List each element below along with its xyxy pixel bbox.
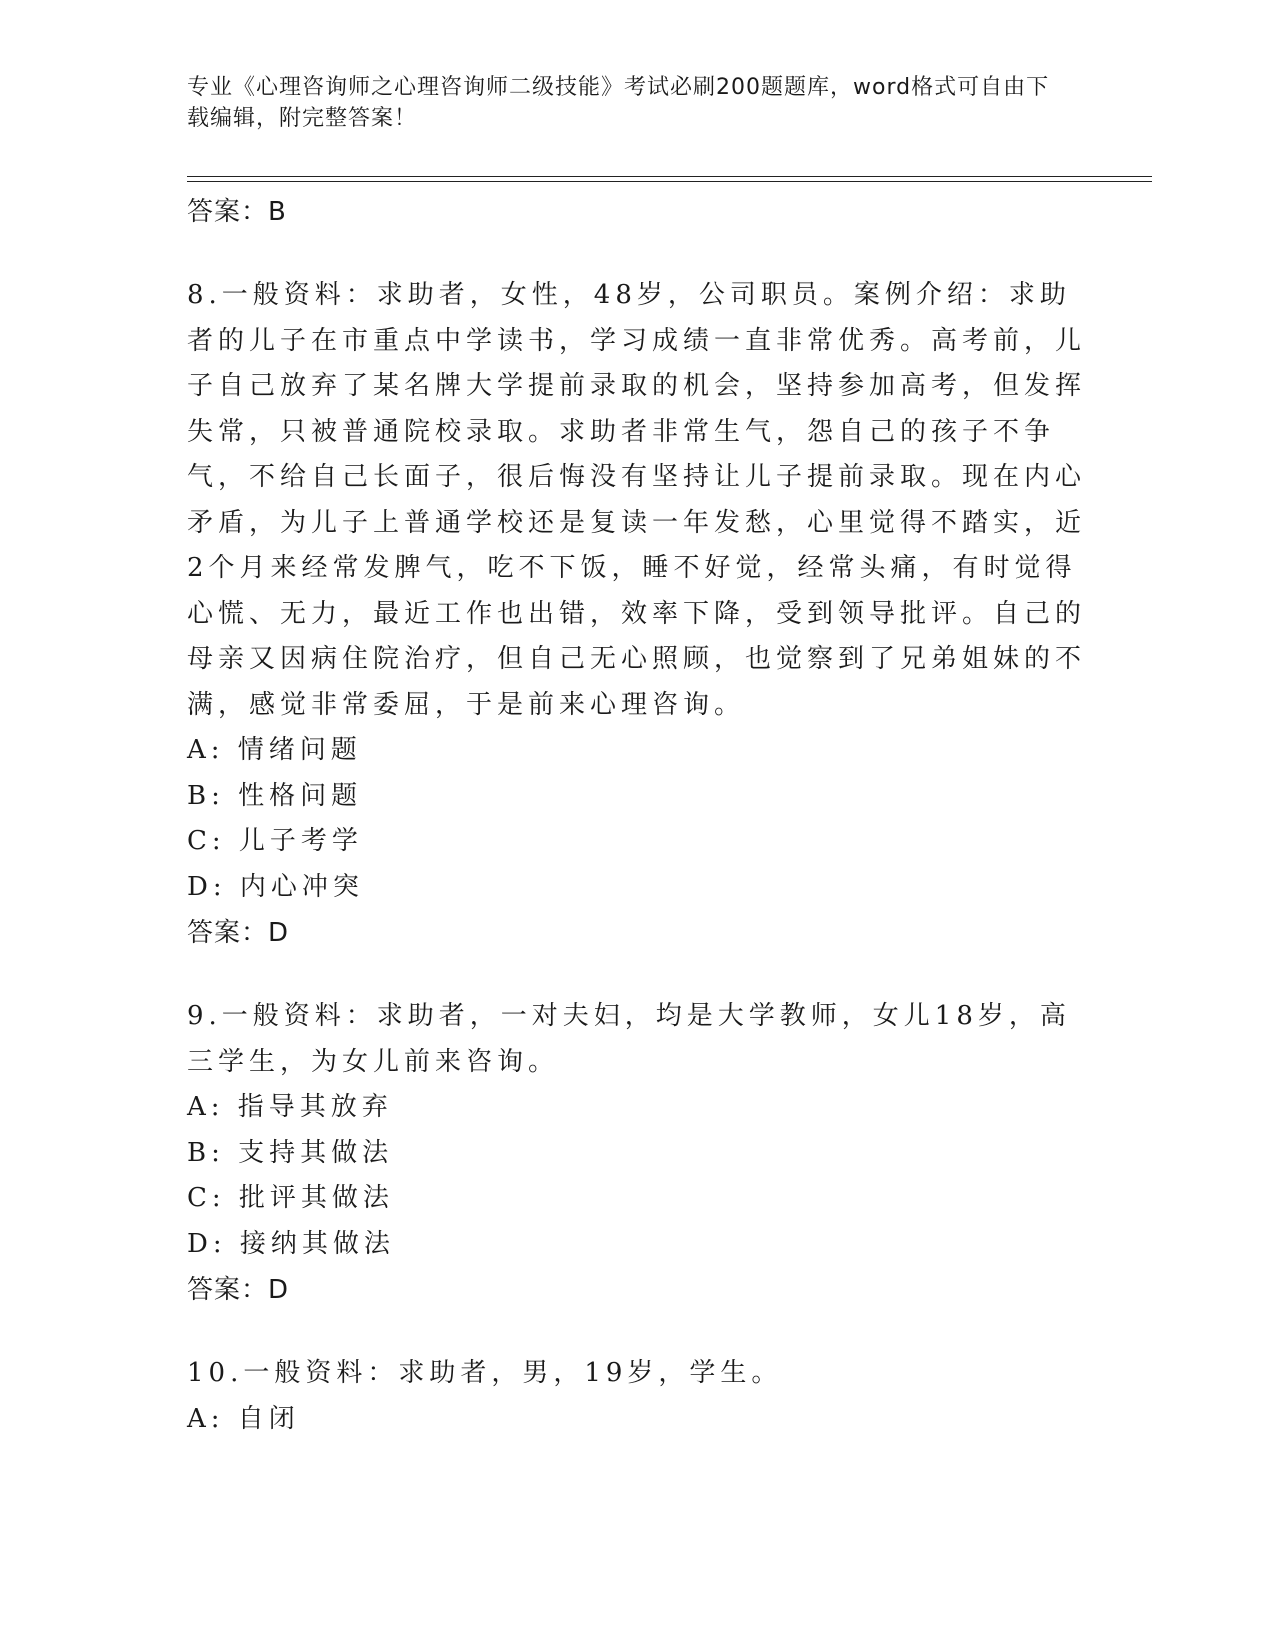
question-block-9: [187, 994, 1087, 1313]
answer-line: 答案：B: [187, 197, 287, 227]
header-rule-top: [187, 176, 1152, 177]
option-b: B: 性格问题: [187, 780, 363, 811]
option-c: C: 批评其做法: [187, 1183, 394, 1213]
option-b: B: 支持其做法: [187, 1137, 394, 1168]
option-c: C: 儿子考学: [187, 826, 363, 856]
document-body: [187, 189, 1087, 1442]
question-text: 8.一般资料：求助者，女性，48岁，公司职员。案例介绍：求助者的儿子在市重点中学读书，学习成绩一直非常优秀。高考前，儿子自己放弃了某名牌大学提前录取的机会，坚持参加高考，但发挥失常，只被普通院校录取。求助者非常生气，怨自己的孩子不争气，不给自己长面子，很后悔没有坚持让儿子提前录取。现在内心矛盾，为儿子上普通学校还是复读一年发愁，心里觉得不踏实，近2个月来经常发脾气，吃不下饭，睡不好觉，经常头痛，有时觉得心慌、无力，最近工作也出错，效率下降，受到领导批评。自己的母亲又因病住院治疗，但自己无心照顾，也觉察到了兄弟姐妹的不满，感觉非常委屈，于是前来心理咨询。: [187, 280, 1087, 720]
answer-line: 答案：D: [187, 918, 290, 948]
option-a: A: 指导其放弃: [187, 1092, 393, 1122]
question-block-7-tail: [187, 189, 1087, 235]
question-block-10: [187, 1351, 1087, 1442]
option-a: A: 自闭: [187, 1403, 300, 1434]
answer-line: 答案：D: [187, 1275, 290, 1305]
option-a: A: 情绪问题: [187, 735, 362, 765]
header-rule-bottom: [187, 181, 1152, 182]
page-header: 专业《心理咨询师之心理咨询师二级技能》考试必刷200题题库，word格式可自由下载编辑，附完整答案！: [187, 75, 1050, 131]
option-d: D: 接纳其做法: [187, 1228, 395, 1259]
question-text: 9.一般资料：求助者，一对夫妇，均是大学教师，女儿18岁，高三学生，为女儿前来咨询。: [187, 1001, 1071, 1077]
option-d: D: 内心冲突: [187, 871, 364, 902]
question-text: 10.一般资料：求助者，男，19岁，学生。: [187, 1358, 783, 1388]
question-block-8: [187, 273, 1087, 956]
